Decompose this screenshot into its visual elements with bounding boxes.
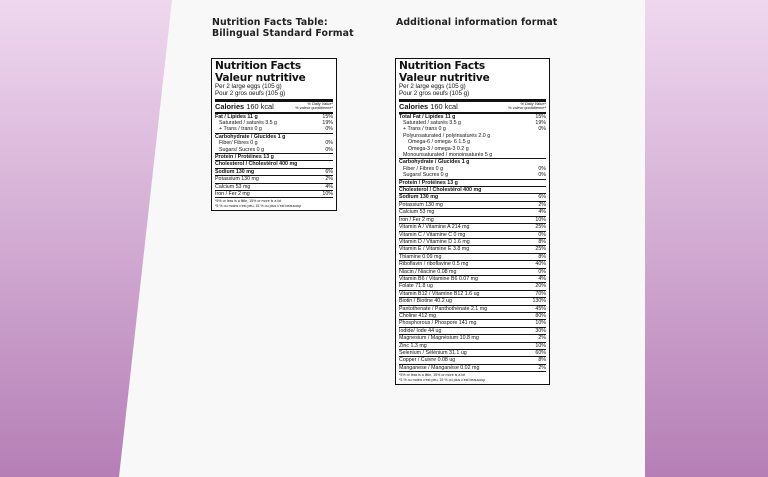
standard-nutrient-value: 0% xyxy=(325,126,333,133)
additional-nutrient-label: Sodium 130 mg xyxy=(399,194,439,201)
additional-nutrition-table xyxy=(395,58,550,385)
additional-nutrient-label: Potassium 130 mg xyxy=(399,201,443,208)
additional-nutrient-label: Vitamin D / Vitamine D 1.6 mg xyxy=(399,238,470,245)
additional-nutrient-label: Iron / Fer 2 mg xyxy=(399,216,434,223)
additional-nutrient-value: 2% xyxy=(538,364,546,371)
additional-nutrient-label: Iodide/ Iode 44 ug xyxy=(399,327,442,334)
standard-calories-row xyxy=(215,102,333,114)
additional-nutrient-label: Omega-6 / omega- 6 1.5 g xyxy=(408,139,471,146)
standard-nutrient-label: Saturated / saturés 3.5 g xyxy=(219,120,278,126)
additional-nutrient-value: 8% xyxy=(538,238,546,245)
additional-nutrient-value: 8% xyxy=(538,357,546,364)
additional-serving-en: Per 2 large eggs (105 g) xyxy=(399,83,466,90)
additional-nutrient-value: 0% xyxy=(538,126,546,133)
additional-dv-head-fr: % valeur quotidienne* xyxy=(508,105,546,111)
additional-nutrient-value: 40% xyxy=(535,261,546,268)
standard-title-fr: Valeur nutritive xyxy=(215,71,306,84)
standard-dv-head-en: % Daily Value* xyxy=(307,101,333,107)
additional-nutrient-value: 19% xyxy=(535,120,546,126)
additional-nutrient-value: 60% xyxy=(535,350,546,356)
additional-nutrient-value: 25% xyxy=(535,246,546,253)
additional-footnote-fr: *5 % ou moins c'est peu, 15 % ou plus c'est beaucoup xyxy=(399,377,486,382)
standard-nutrient-label: + Trans / trans 0 g xyxy=(219,126,262,133)
standard-calories-value: 160 kcal xyxy=(246,101,274,111)
additional-nutrient-label: Vitamin B6 / Vitamine B6 0.07 mg xyxy=(399,275,479,282)
additional-nutrient-label: Riboflavin / riboflavine 0.5 mg xyxy=(399,261,469,268)
standard-title-en: Nutrition Facts xyxy=(215,60,301,72)
standard-nutrient-value: 6% xyxy=(325,168,333,175)
standard-nutrient-value: 0% xyxy=(325,146,333,153)
standard-nutrition-table xyxy=(211,58,337,211)
standard-nutrient-label: Iron / Fer 2 mg xyxy=(215,191,250,198)
standard-nutrient-label: Sodium 130 mg xyxy=(215,168,255,175)
additional-nutrient-value: 0% xyxy=(538,231,546,238)
additional-nutrient-label: Monounsaturated / monoinsaturés 5 g xyxy=(403,152,493,159)
standard-nutrient-label: Calcium 53 mg xyxy=(215,183,251,190)
additional-nutrient-label: Selenium / Sélénium 31.1 ug xyxy=(399,350,467,356)
additional-footnote-en: *5% or less is a little, 15% or more is a lot xyxy=(399,373,466,378)
standard-footnote-en: *5% or less is a little, 15% or more is a lot xyxy=(215,199,282,204)
standard-nutrient-label: Carbohydrate / Glucides 1 g xyxy=(215,133,286,140)
standard-nutrient-label: Sugars/ Sucres 0 g xyxy=(219,146,265,153)
additional-nutrient-value: 8% xyxy=(538,253,546,260)
additional-nutrient-value: 45% xyxy=(535,305,546,312)
additional-title-en: Nutrition Facts xyxy=(399,60,485,72)
additional-nutrient-label: Vitamin B12 / Vitamine B12 1.6 ug xyxy=(399,290,480,297)
additional-nutrient-label: Saturated / saturés 3.5 g xyxy=(403,120,462,126)
additional-nutrient-label: Zinc 1.3 mg xyxy=(399,342,427,349)
additional-nutrient-label: Carbohydrate / Glucides 1 g xyxy=(399,159,470,166)
standard-dv-head-fr: % valeur quotidienne* xyxy=(295,105,333,111)
additional-nutrient-value: 0% xyxy=(538,268,546,275)
additional-nutrient-label: Total Fat / Lipides 11 g xyxy=(399,113,456,120)
additional-nutrient-value: 15% xyxy=(535,113,546,120)
additional-nutrient-value: 2% xyxy=(538,201,546,208)
additional-nutrient-value: 70% xyxy=(535,290,546,297)
standard-nutrient-label: Potassium 130 mg xyxy=(215,176,259,183)
additional-nutrient-label: Sugars/ Sucres 0 g xyxy=(403,172,449,179)
additional-nutrient-label: Folate 71.8 ug xyxy=(399,283,433,290)
additional-heading: Additional information format xyxy=(396,17,558,28)
additional-nutrient-value: 20% xyxy=(535,283,546,290)
standard-serving-fr: Pour 2 gros oeufs (105 g) xyxy=(215,89,286,97)
additional-nutrient-value: 4% xyxy=(538,209,546,216)
standard-footnote xyxy=(215,198,333,208)
additional-nutrient-value: 30% xyxy=(535,327,546,334)
additional-footnote xyxy=(399,372,546,382)
additional-title-fr: Valeur nutritive xyxy=(399,71,490,84)
additional-nutrient-value: 0% xyxy=(538,172,546,179)
additional-nutrient-value: 4% xyxy=(538,275,546,282)
standard-nutrient-value: 0% xyxy=(325,140,333,147)
additional-calories-value: 160 kcal xyxy=(430,101,458,111)
standard-nutrient-label: Cholesterol / Cholestérol 400 mg xyxy=(215,161,298,168)
standard-serving-en: Per 2 large eggs (105 g) xyxy=(215,83,282,90)
additional-nutrient-label: Vitamin E / Vitamine E 3.8 mg xyxy=(399,246,470,253)
additional-nutrient-label: Choline 412 mg xyxy=(399,312,437,319)
additional-nutrient-label: Magnesium / Magnésium 10.8 mg xyxy=(399,335,479,342)
standard-heading-line2: Bilingual Standard Format xyxy=(212,28,354,39)
standard-nutrient-value: 19% xyxy=(322,120,333,126)
page-sheet xyxy=(119,0,645,477)
additional-serving-fr: Pour 2 gros oeufs (105 g) xyxy=(399,89,470,97)
additional-nutrient-value: 6% xyxy=(538,194,546,201)
standard-nutrient-label: Fat / Lipides 11 g xyxy=(215,113,258,120)
additional-dv-head-en: % Daily Value* xyxy=(520,101,546,107)
standard-heading xyxy=(212,17,354,39)
additional-nutrient-value: 80% xyxy=(535,312,546,319)
additional-nutrient-value: 130% xyxy=(532,298,546,305)
additional-nutrient-label: Cholesterol / Cholestérol 400 mg xyxy=(399,187,482,194)
additional-nutrient-label: Niacin / Niacine 0.08 mg xyxy=(399,268,457,275)
standard-nutrient-value: 10% xyxy=(322,191,333,198)
additional-nutrient-label: Thiamine 0.09 mg xyxy=(399,253,442,260)
additional-nutrient-label: Polyunsaturated / polyinsaturés 2.0 g xyxy=(403,132,491,139)
additional-nutrient-label: Copper / Cuivre 0.08 ug xyxy=(399,357,456,364)
additional-nutrient-label: Biotin / Biotine 40.2 ug xyxy=(399,298,453,305)
additional-calories-row xyxy=(399,102,546,114)
standard-heading-line1: Nutrition Facts Table: xyxy=(212,17,328,28)
additional-nutrient-label: Pantothenate / Panthothénate 2.1 mg xyxy=(399,305,488,312)
additional-nutrient-value: 10% xyxy=(535,216,546,223)
additional-nutrient-label: Calcium 53 mg xyxy=(399,209,435,216)
additional-nutrient-value: 10% xyxy=(535,320,546,327)
standard-calories-label: Calories xyxy=(215,101,245,111)
additional-nutrient-value: 2% xyxy=(538,335,546,342)
additional-nutrient-label: Fiber / Fibres 0 g xyxy=(403,165,444,172)
additional-nutrient-value: 25% xyxy=(535,224,546,231)
additional-nutrient-label: Phosphorous / Phospore 141 mg xyxy=(399,320,477,327)
additional-nutrient-label: + Trans / trans 0 g xyxy=(403,126,446,133)
additional-calories-label: Calories xyxy=(399,101,429,111)
additional-nutrient-label: Vitamin A / Vitamine A 214 mg xyxy=(399,224,470,231)
additional-nutrient-value: 10% xyxy=(535,342,546,349)
additional-nutrient-label: Manganese / Manganèse 0.02 mg xyxy=(399,364,480,371)
standard-nutrient-value: 15% xyxy=(322,113,333,120)
standard-nutrient-value: 2% xyxy=(325,176,333,183)
additional-nutrient-label: Protein / Protéines 13 g xyxy=(399,179,458,186)
standard-nutrient-label: Fiber/ Fibres 0 g xyxy=(219,140,258,147)
additional-nutrient-label: Omega-3 / omega-3 0.2 g xyxy=(408,145,469,152)
additional-nutrient-label: Vitamin C / Vitamine C 0 mg xyxy=(399,231,466,238)
additional-nutrient-value: 0% xyxy=(538,165,546,172)
standard-footnote-fr: *5 % ou moins c'est peu, 15 % ou plus c'est beaucoup xyxy=(215,203,302,208)
standard-nutrient-value: 4% xyxy=(325,183,333,190)
standard-nutrient-label: Protein / Protéines 13 g xyxy=(215,154,274,161)
